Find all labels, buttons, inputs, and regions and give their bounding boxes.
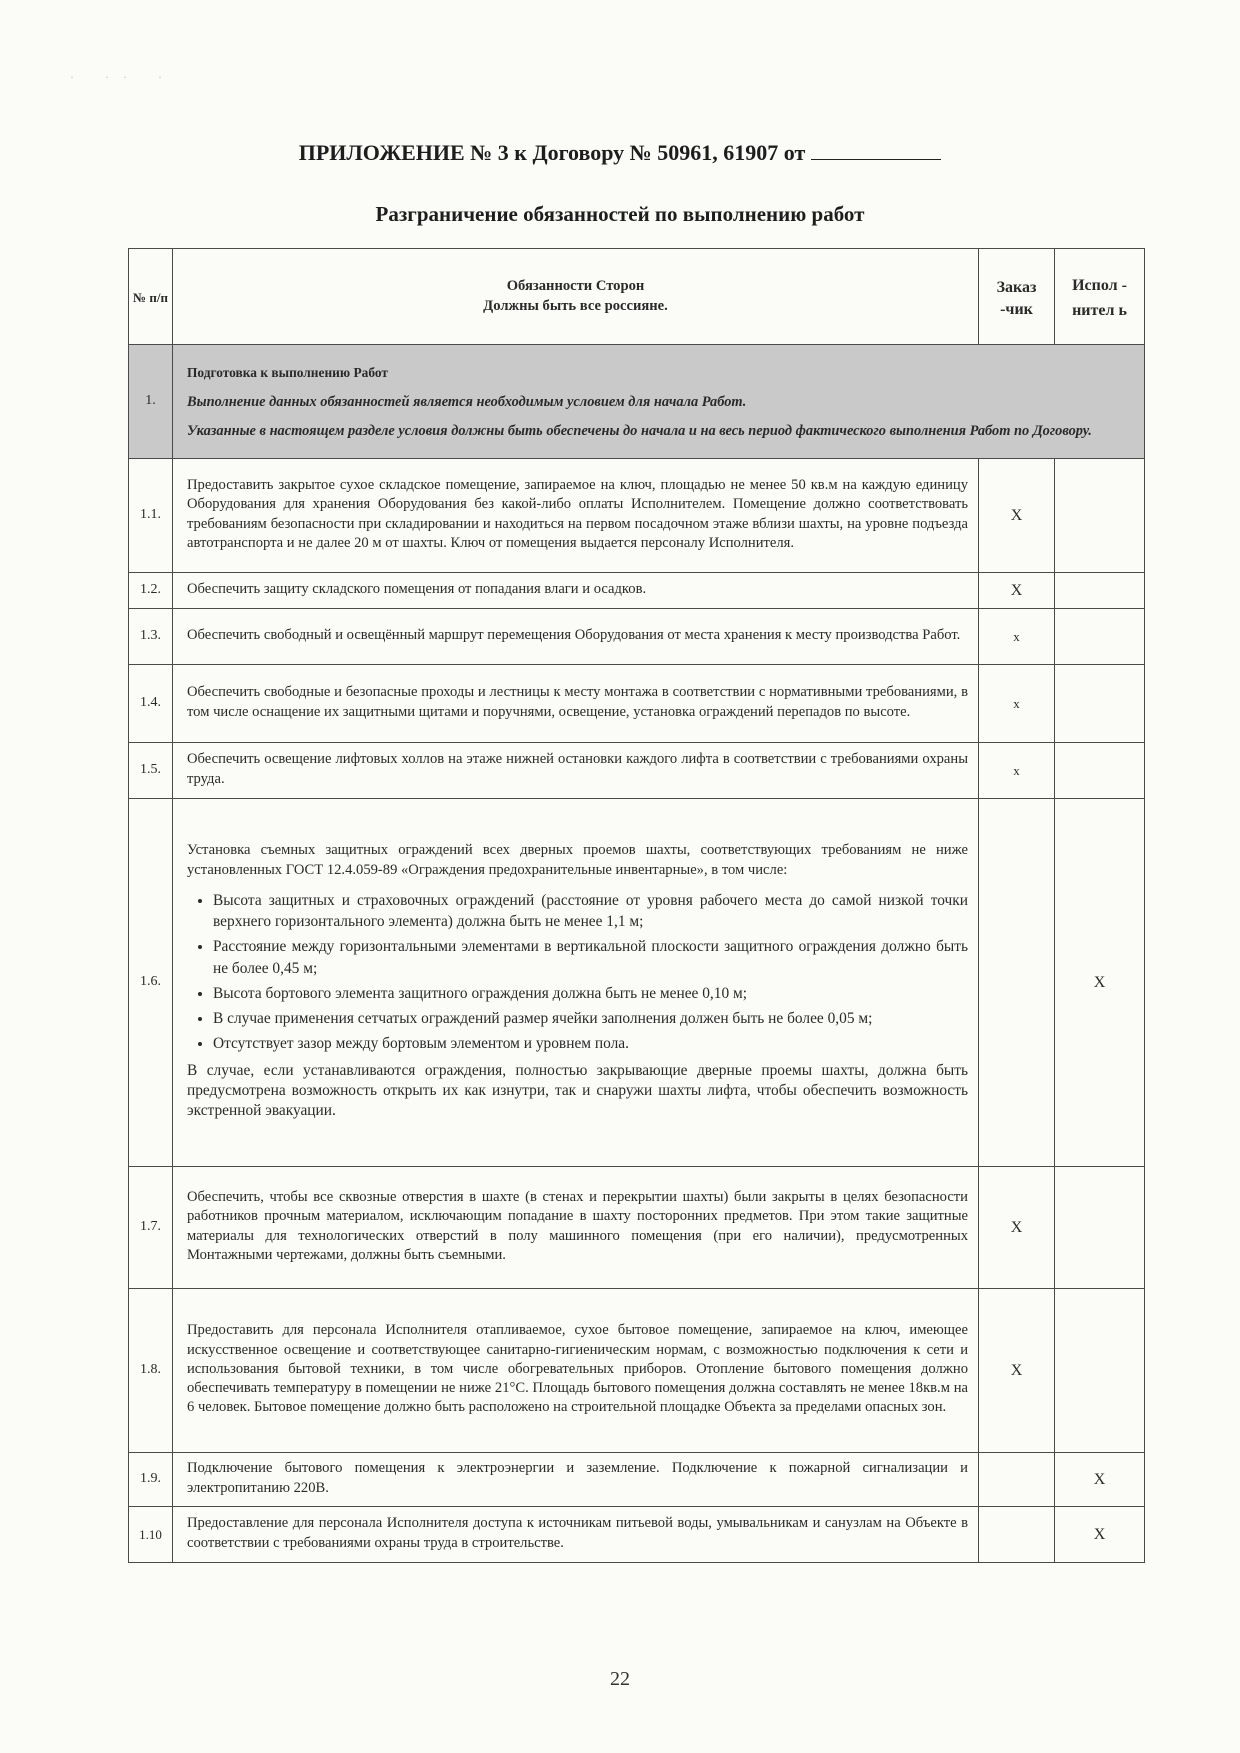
section-content: [173, 345, 1145, 459]
date-blank-line: [811, 141, 941, 160]
list-item: • Высота бортового элемента защитного ограждения должна быть не менее 0,10 м;: [213, 983, 968, 1004]
row-num: 1.4.: [129, 665, 173, 743]
row-customer-mark: Х: [979, 1167, 1055, 1289]
row-num: 1.3.: [129, 609, 173, 665]
table-row: [129, 1453, 1145, 1507]
table-row: [129, 1507, 1145, 1563]
row-customer-mark: х: [979, 609, 1055, 665]
row-customer-mark: Х: [979, 1289, 1055, 1453]
row-text: Обеспечить освещение лифтовых холлов на этаже нижней остановки каждого лифта в соответствии с требованиями охраны труда.: [173, 743, 979, 799]
header-duties-sublabel: Должны быть все россияне.: [483, 297, 668, 314]
row-text: Обеспечить свободный и освещённый маршрут перемещения Оборудования от места хранения к месту производства Работ.: [173, 609, 979, 665]
table-row: [129, 743, 1145, 799]
row-customer-mark: Х: [979, 573, 1055, 609]
scan-artifact: · ·· ·: [70, 70, 176, 84]
table-row: [129, 573, 1145, 609]
list-item: • Отсутствует зазор между бортовым элементом и уровнем пола.: [213, 1033, 968, 1054]
row-executor-mark: [1055, 1167, 1145, 1289]
header-customer: Заказ -чик: [979, 249, 1055, 345]
row-executor-mark: Х: [1055, 1507, 1145, 1563]
row-num: 1.9.: [129, 1453, 173, 1507]
row-customer-mark: [979, 1453, 1055, 1507]
row-executor-mark: [1055, 743, 1145, 799]
row-num: 1.5.: [129, 743, 173, 799]
list-item: • Расстояние между горизонтальными элементами в вертикальной плоскости защитного ограждения должно быть не более 0,45 м;: [213, 936, 968, 979]
duties-table: [128, 248, 1145, 1563]
row-customer-mark: [979, 799, 1055, 1167]
requirements-list: [187, 890, 968, 1055]
title-text: ПРИЛОЖЕНИЕ № 3 к Договору № 50961, 61907 от: [298, 140, 806, 165]
row-text: Предоставить для персонала Исполнителя отапливаемое, сухое бытовое помещение, запираемое на ключ, имеющее искусственное освещение и соответствующее санитарно-гигиеническим нормам, с возможностью подключения к сети и использования бытовой техники, в том числе обогревательных приборов. Отопление бытового помещения должно обеспечивать температуру в помещении не ниже 21°С. Площадь бытового помещения должна составлять не менее 18кв.м на 6 человек. Бытовое помещение должно быть расположено на строительной площадке Объекта за пределами опасных зон.: [173, 1289, 979, 1453]
row-executor-mark: [1055, 1289, 1145, 1453]
document-subtitle: Разграничение обязанностей по выполнению работ: [375, 202, 865, 226]
header-duties: [173, 249, 979, 345]
row-executor-mark: [1055, 573, 1145, 609]
header-num-label: № п/п: [133, 289, 168, 305]
section-num: 1.: [129, 345, 173, 459]
row-text: [173, 799, 979, 1167]
list-item: • Высота защитных и страховочных ограждений (расстояние от уровня рабочего места до самой низкой точки верхнего горизонтального элемента) должна быть не менее 1,1 м;: [213, 890, 968, 933]
row-customer-mark: х: [979, 743, 1055, 799]
row-customer-mark: [979, 1507, 1055, 1563]
row-num: 1.8.: [129, 1289, 173, 1453]
row-executor-mark: Х: [1055, 799, 1145, 1167]
row-executor-mark: [1055, 459, 1145, 573]
row-num: 1.7.: [129, 1167, 173, 1289]
section-heading: Подготовка к выполнению Работ: [187, 364, 388, 380]
row-text: Предоставление для персонала Исполнителя доступа к источникам питьевой воды, умывальникам и санузлам на Объекте в соответствии с требованиями охраны труда в строительстве.: [173, 1507, 979, 1563]
row-intro: Установка съемных защитных ограждений всех дверных проемов шахты, соответствующих требованиям не ниже установленных ГОСТ 12.4.059-89 «Ограждения предохранительные инвентарные», в том числе:: [187, 842, 968, 878]
page-number: 22: [610, 1668, 630, 1690]
row-customer-mark: х: [979, 665, 1055, 743]
section-line-2: Указанные в настоящем разделе условия должны быть обеспечены до начала и на весь период фактического выполнения Работ по Договору.: [187, 423, 1092, 440]
row-customer-mark: Х: [979, 459, 1055, 573]
row-executor-mark: [1055, 665, 1145, 743]
row-num: 1.1.: [129, 459, 173, 573]
table-header-row: [129, 249, 1145, 345]
row-executor-mark: Х: [1055, 1453, 1145, 1507]
list-item: • В случае применения сетчатых ограждений размер ячейки заполнения должен быть не более 0,05 м;: [213, 1008, 968, 1029]
document-title: [0, 140, 1240, 166]
row-executor-mark: [1055, 609, 1145, 665]
row-text: Обеспечить свободные и безопасные проходы и лестницы к месту монтажа в соответствии с нормативными требованиями, в том числе оснащение их защитными щитами и поручнями, освещение, установка ограждений перепадов по высоте.: [173, 665, 979, 743]
header-executor: Испол - нител ь: [1055, 249, 1145, 345]
row-text: Подключение бытового помещения к электроэнергии и заземление. Подключение к пожарной сигнализации и электропитанию 220В.: [173, 1453, 979, 1507]
section-row: [129, 345, 1145, 459]
table-row: [129, 609, 1145, 665]
table-row: [129, 459, 1145, 573]
section-line-1: Выполнение данных обязанностей является необходимым условием для начала Работ.: [187, 394, 747, 411]
row-text: Обеспечить, чтобы все сквозные отверстия в шахте (в стенах и перекрытии шахты) были закрыты в целях безопасности работников прочным материалом, исключающим попадание в шахту посторонних предметов. При этом такие защитные материалы для технологических отверстий в полу машинного помещения (при его наличии), предусмотренных Монтажными чертежами, должны быть съемными.: [173, 1167, 979, 1289]
row-num: 1.10: [129, 1507, 173, 1563]
table-row: [129, 1167, 1145, 1289]
row-num: 1.2.: [129, 573, 173, 609]
row-text: Обеспечить защиту складского помещения от попадания влаги и осадков.: [173, 573, 979, 609]
table-row: [129, 799, 1145, 1167]
row-text: Предоставить закрытое сухое складское помещение, запираемое на ключ, площадью не менее 50 кв.м на каждую единицу Оборудования для хранения Оборудования без какой-либо оплаты Исполнителем. Помещение должно соответствовать требованиям безопасности при складировании и находиться на первом посадочном этаже вблизи шахты, на уровне подъезда автотранспорта и не далее 20 м от шахты. Ключ от помещения выдается персоналу Исполнителя.: [173, 459, 979, 573]
row-outro: В случае, если устанавливаются ограждения, полностью закрывающие дверные проемы шахты, должна быть предусмотрена возможность открыть их как изнутри, так и снаружи шахты лифта, чтобы обеспечить возможность экстренной эвакуации.: [187, 1061, 968, 1120]
header-num: [129, 249, 173, 345]
table-row: [129, 665, 1145, 743]
header-duties-label: Обязанности Сторон: [506, 278, 645, 295]
row-num: 1.6.: [129, 799, 173, 1167]
table-row: [129, 1289, 1145, 1453]
